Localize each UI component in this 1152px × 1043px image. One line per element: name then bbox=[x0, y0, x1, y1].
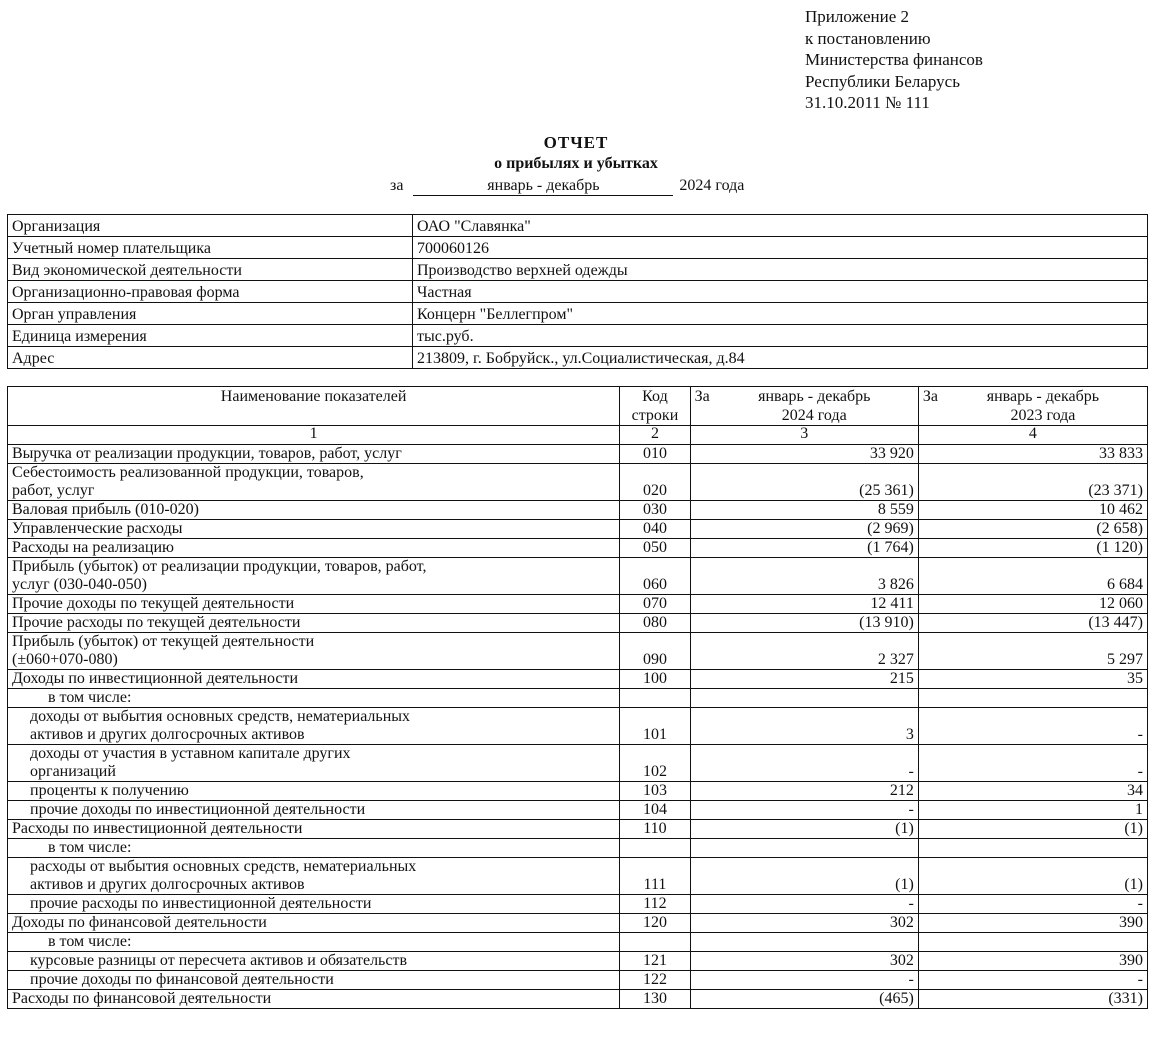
row-name: Валовая прибыль (010-020) bbox=[8, 501, 620, 520]
table-row bbox=[8, 445, 1148, 464]
row-code: 120 bbox=[620, 914, 690, 933]
row-value-2023: (2 658) bbox=[918, 520, 1147, 539]
info-value: Частная bbox=[413, 281, 1148, 303]
report-subtitle: о прибылях и убытках bbox=[494, 155, 658, 172]
row-value-2024: 8 559 bbox=[690, 501, 918, 520]
row-value-2024: 302 bbox=[690, 952, 918, 971]
table-row bbox=[8, 914, 1148, 933]
row-name: Выручка от реализации продукции, товаров, работ, услуг bbox=[8, 445, 620, 464]
row-value-2023: 390 bbox=[918, 914, 1147, 933]
row-value-2023: - bbox=[918, 895, 1147, 914]
row-name: проценты к получению bbox=[8, 782, 620, 801]
appendix-line: к постановлению bbox=[805, 28, 931, 48]
header-2023-prefix: За bbox=[922, 388, 938, 405]
row-code: 104 bbox=[620, 801, 690, 820]
row-value-2023: (1) bbox=[918, 820, 1147, 839]
row-name: расходы от выбытия основных средств, нематериальных активов и других долгосрочных активов bbox=[8, 858, 620, 895]
row-value-2024 bbox=[690, 933, 918, 952]
column-number-row bbox=[8, 426, 1148, 445]
table-row bbox=[8, 782, 1148, 801]
header-name: Наименование показателей bbox=[8, 387, 620, 426]
row-name: в том числе: bbox=[8, 933, 620, 952]
info-value: 213809, г. Бобруйск., ул.Социалистическая, д.84 bbox=[413, 347, 1148, 369]
column-number: 1 bbox=[8, 426, 620, 445]
header-2023 bbox=[918, 387, 1147, 426]
column-number: 2 bbox=[620, 426, 690, 445]
row-name: Расходы по инвестиционной деятельности bbox=[8, 820, 620, 839]
row-name: в том числе: bbox=[8, 689, 620, 708]
header-2023-period: январь - декабрь 2023 года bbox=[986, 388, 1100, 424]
row-code bbox=[620, 689, 690, 708]
row-code: 050 bbox=[620, 539, 690, 558]
header-row bbox=[8, 387, 1148, 426]
row-value-2023: (331) bbox=[918, 990, 1147, 1009]
table-row bbox=[8, 839, 1148, 858]
row-value-2024: - bbox=[690, 895, 918, 914]
row-value-2023 bbox=[918, 689, 1147, 708]
row-value-2024: (465) bbox=[690, 990, 918, 1009]
row-value-2024: 2 327 bbox=[690, 633, 918, 670]
row-code: 020 bbox=[620, 464, 690, 501]
row-code: 103 bbox=[620, 782, 690, 801]
table-row bbox=[8, 614, 1148, 633]
row-value-2023 bbox=[918, 839, 1147, 858]
row-code: 102 bbox=[620, 745, 690, 782]
row-value-2024: 12 411 bbox=[690, 595, 918, 614]
header-2024-prefix: За bbox=[694, 388, 710, 405]
info-row bbox=[8, 325, 1148, 347]
info-label: Организационно-правовая форма bbox=[8, 281, 413, 303]
table-row bbox=[8, 633, 1148, 670]
row-code: 090 bbox=[620, 633, 690, 670]
period-prefix: за bbox=[390, 177, 404, 194]
appendix-line: Министерства финансов bbox=[805, 50, 983, 69]
row-code: 100 bbox=[620, 670, 690, 689]
appendix-line: 31.10.2011 № 111 bbox=[805, 93, 930, 112]
row-name: Управленческие расходы bbox=[8, 520, 620, 539]
info-label: Единица измерения bbox=[8, 325, 413, 347]
row-code bbox=[620, 933, 690, 952]
row-value-2023: (23 371) bbox=[918, 464, 1147, 501]
row-value-2023: (1 120) bbox=[918, 539, 1147, 558]
table-row bbox=[8, 501, 1148, 520]
row-name: Прочие доходы по текущей деятельности bbox=[8, 595, 620, 614]
row-value-2024: 3 bbox=[690, 708, 918, 745]
row-name: прочие доходы по инвестиционной деятельности bbox=[8, 801, 620, 820]
info-label: Адрес bbox=[8, 347, 413, 369]
row-code: 030 bbox=[620, 501, 690, 520]
row-name: курсовые разницы от пересчета активов и обязательств bbox=[8, 952, 620, 971]
row-code: 070 bbox=[620, 595, 690, 614]
row-code: 130 bbox=[620, 990, 690, 1009]
row-value-2024 bbox=[690, 839, 918, 858]
row-name: Себестоимость реализованной продукции, товаров, работ, услуг bbox=[8, 464, 620, 501]
row-value-2023: 5 297 bbox=[918, 633, 1147, 670]
row-value-2024: (25 361) bbox=[690, 464, 918, 501]
info-row bbox=[8, 237, 1148, 259]
row-name: Прочие расходы по текущей деятельности bbox=[8, 614, 620, 633]
row-code: 060 bbox=[620, 558, 690, 595]
table-row bbox=[8, 670, 1148, 689]
info-value: 700060126 bbox=[413, 237, 1148, 259]
row-value-2023 bbox=[918, 933, 1147, 952]
organization-info-table bbox=[7, 214, 1148, 369]
row-code: 112 bbox=[620, 895, 690, 914]
row-name: доходы от участия в уставном капитале других организаций bbox=[8, 745, 620, 782]
row-name: доходы от выбытия основных средств, нематериальных активов и других долгосрочных активов bbox=[8, 708, 620, 745]
row-code: 101 bbox=[620, 708, 690, 745]
table-row bbox=[8, 933, 1148, 952]
table-row bbox=[8, 520, 1148, 539]
row-value-2023: 390 bbox=[918, 952, 1147, 971]
report-period bbox=[390, 177, 744, 196]
row-value-2023: 12 060 bbox=[918, 595, 1147, 614]
row-code: 122 bbox=[620, 971, 690, 990]
table-row bbox=[8, 558, 1148, 595]
row-value-2024: (13 910) bbox=[690, 614, 918, 633]
table-row bbox=[8, 745, 1148, 782]
info-value: ОАО "Славянка" bbox=[413, 215, 1148, 237]
row-value-2024: - bbox=[690, 801, 918, 820]
row-name: в том числе: bbox=[8, 839, 620, 858]
report-title: ОТЧЕТ bbox=[543, 133, 609, 152]
row-name: Доходы по инвестиционной деятельности bbox=[8, 670, 620, 689]
info-label: Вид экономической деятельности bbox=[8, 259, 413, 281]
table-row bbox=[8, 595, 1148, 614]
info-label: Орган управления bbox=[8, 303, 413, 325]
info-label: Организация bbox=[8, 215, 413, 237]
row-value-2024: (1) bbox=[690, 820, 918, 839]
table-row bbox=[8, 539, 1148, 558]
row-code: 111 bbox=[620, 858, 690, 895]
table-row bbox=[8, 971, 1148, 990]
row-value-2023: - bbox=[918, 971, 1147, 990]
profit-loss-table bbox=[7, 386, 1148, 1009]
row-value-2023: (1) bbox=[918, 858, 1147, 895]
row-value-2023: 6 684 bbox=[918, 558, 1147, 595]
column-number: 4 bbox=[918, 426, 1147, 445]
table-row bbox=[8, 990, 1148, 1009]
info-row bbox=[8, 347, 1148, 369]
row-value-2024: 302 bbox=[690, 914, 918, 933]
row-code: 010 bbox=[620, 445, 690, 464]
row-code bbox=[620, 839, 690, 858]
row-value-2023: 1 bbox=[918, 801, 1147, 820]
info-row bbox=[8, 215, 1148, 237]
row-value-2023: - bbox=[918, 745, 1147, 782]
row-value-2023: 34 bbox=[918, 782, 1147, 801]
row-value-2023: 10 462 bbox=[918, 501, 1147, 520]
row-name: Прибыль (убыток) от реализации продукции, товаров, работ, услуг (030-040-050) bbox=[8, 558, 620, 595]
header-2024 bbox=[690, 387, 918, 426]
header-code: Код строки bbox=[620, 387, 690, 426]
header-2024-period: январь - декабрь 2024 года bbox=[758, 388, 871, 424]
row-value-2024: (1) bbox=[690, 858, 918, 895]
period-value: январь - декабрь bbox=[413, 177, 673, 196]
table-row bbox=[8, 689, 1148, 708]
row-value-2024: (1 764) bbox=[690, 539, 918, 558]
table-row bbox=[8, 895, 1148, 914]
row-value-2024: 3 826 bbox=[690, 558, 918, 595]
appendix-block bbox=[805, 6, 983, 114]
row-name: прочие расходы по инвестиционной деятельности bbox=[8, 895, 620, 914]
info-value: Концерн "Беллегпром" bbox=[413, 303, 1148, 325]
info-row bbox=[8, 303, 1148, 325]
column-number: 3 bbox=[690, 426, 918, 445]
table-row bbox=[8, 858, 1148, 895]
row-code: 040 bbox=[620, 520, 690, 539]
table-row bbox=[8, 801, 1148, 820]
row-value-2024: 212 bbox=[690, 782, 918, 801]
row-name: Прибыль (убыток) от текущей деятельности (±060+070-080) bbox=[8, 633, 620, 670]
row-code: 110 bbox=[620, 820, 690, 839]
period-suffix: 2024 года bbox=[679, 177, 745, 194]
info-label: Учетный номер плательщика bbox=[8, 237, 413, 259]
row-value-2024: 33 920 bbox=[690, 445, 918, 464]
appendix-line: Приложение 2 bbox=[805, 7, 909, 26]
table-row bbox=[8, 708, 1148, 745]
row-value-2023: 33 833 bbox=[918, 445, 1147, 464]
row-value-2024: - bbox=[690, 971, 918, 990]
table-row bbox=[8, 952, 1148, 971]
table-row bbox=[8, 820, 1148, 839]
row-name: прочие доходы по финансовой деятельности bbox=[8, 971, 620, 990]
row-value-2024: (2 969) bbox=[690, 520, 918, 539]
row-value-2023: (13 447) bbox=[918, 614, 1147, 633]
info-row bbox=[8, 259, 1148, 281]
row-name: Расходы по финансовой деятельности bbox=[8, 990, 620, 1009]
row-name: Доходы по финансовой деятельности bbox=[8, 914, 620, 933]
row-name: Расходы на реализацию bbox=[8, 539, 620, 558]
row-value-2024 bbox=[690, 689, 918, 708]
row-value-2023: - bbox=[918, 708, 1147, 745]
row-code: 121 bbox=[620, 952, 690, 971]
row-value-2023: 35 bbox=[918, 670, 1147, 689]
row-value-2024: 215 bbox=[690, 670, 918, 689]
info-row bbox=[8, 281, 1148, 303]
info-value: Производство верхней одежды bbox=[413, 259, 1148, 281]
info-value: тыс.руб. bbox=[413, 325, 1148, 347]
row-code: 080 bbox=[620, 614, 690, 633]
appendix-line: Республики Беларусь bbox=[805, 71, 960, 91]
table-row bbox=[8, 464, 1148, 501]
row-value-2024: - bbox=[690, 745, 918, 782]
